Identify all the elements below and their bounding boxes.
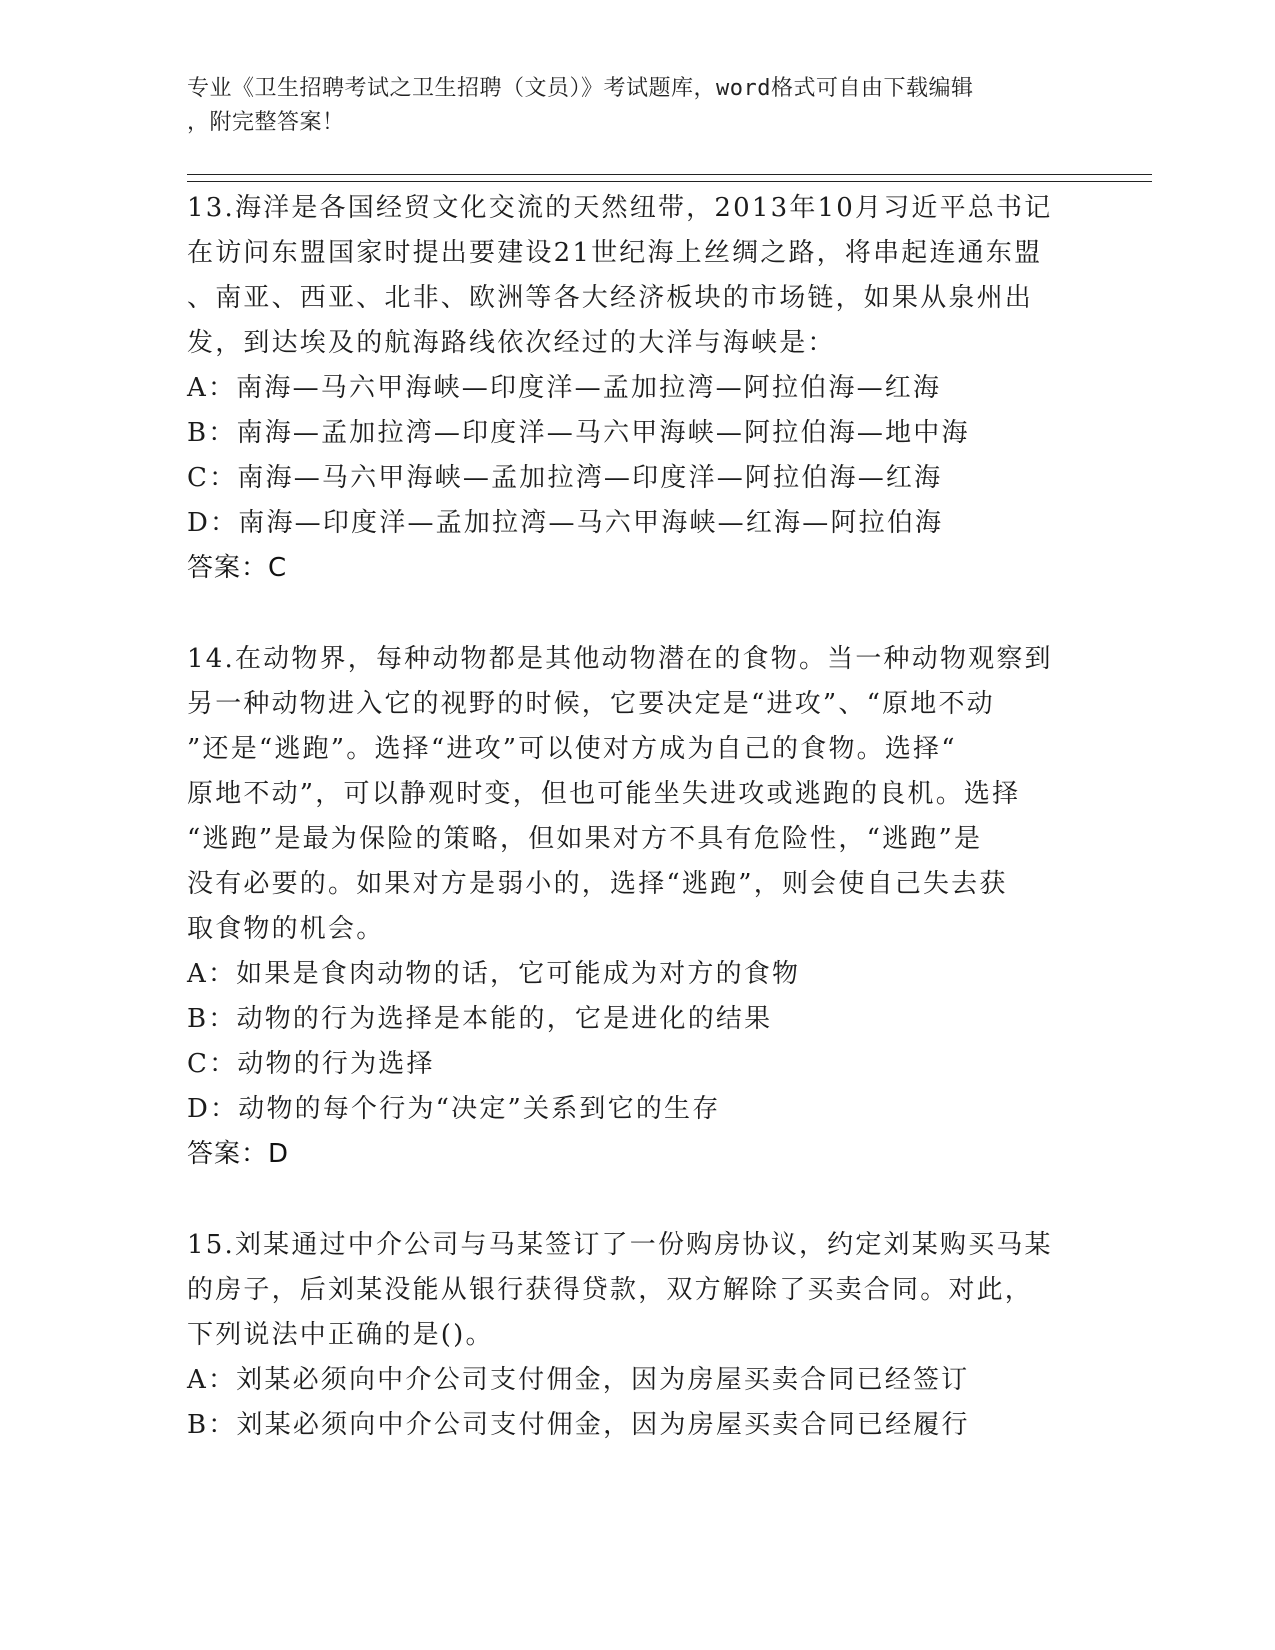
question-text: 14.在动物界，每种动物都是其他动物潜在的食物。当一种动物观察到 另一种动物进入它的视野的时候，它要决定是“进攻”、“原地不动 ”还是“逃跑”。选择“进攻”可以使对方成为自己的食物。选择“ 原地不动”，可以静观时变，但也可能坐失进攻或逃跑的良机。选择 “逃跑”是最为保险的策略，但如果对方不具有危险性，“逃跑”是 没有必要的。如果对方是弱小的，选择“逃跑”，则会使自己失去获 取食物的机会。 bbox=[187, 644, 1053, 944]
option-c: C：动物的行为选择 bbox=[187, 1049, 435, 1079]
option-a: A：南海—马六甲海峡—印度洋—孟加拉湾—阿拉伯海—红海 bbox=[187, 373, 942, 403]
question-14 bbox=[187, 637, 1087, 1177]
page-header bbox=[187, 72, 1067, 140]
option-b: B：动物的行为选择是本能的，它是进化的结果 bbox=[187, 1004, 773, 1034]
header-rule-bottom bbox=[187, 181, 1152, 182]
header-line-1: 专业《卫生招聘考试之卫生招聘（文员）》考试题库，word格式可自由下载编辑 bbox=[187, 76, 974, 101]
option-d: D：动物的每个行为“决定”关系到它的生存 bbox=[187, 1094, 721, 1124]
option-b: B：刘某必须向中介公司支付佣金，因为房屋买卖合同已经履行 bbox=[187, 1410, 970, 1440]
question-list bbox=[187, 186, 1087, 1448]
question-gap bbox=[187, 1177, 1087, 1223]
question-text: 13.海洋是各国经贸文化交流的天然纽带，2013年10月习近平总书记 在访问东盟国家时提出要建设21世纪海上丝绸之路，将串起连通东盟 、南亚、西亚、北非、欧洲等各大经济板块的市场链，如果从泉州出 发，到达埃及的航海路线依次经过的大洋与海峡是： bbox=[187, 193, 1053, 358]
header-rule-top bbox=[187, 174, 1152, 175]
question-text: 15.刘某通过中介公司与马某签订了一份购房协议，约定刘某购买马某 的房子，后刘某没能从银行获得贷款，双方解除了买卖合同。对此， 下列说法中正确的是()。 bbox=[187, 1230, 1053, 1350]
question-gap bbox=[187, 591, 1087, 637]
option-c: C：南海—马六甲海峡—孟加拉湾—印度洋—阿拉伯海—红海 bbox=[187, 463, 943, 493]
question-13 bbox=[187, 186, 1087, 591]
option-a: A：如果是食肉动物的话，它可能成为对方的食物 bbox=[187, 959, 801, 989]
answer-label: 答案：D bbox=[187, 1139, 290, 1169]
option-d: D：南海—印度洋—孟加拉湾—马六甲海峡—红海—阿拉伯海 bbox=[187, 508, 944, 538]
option-a: A：刘某必须向中介公司支付佣金，因为房屋买卖合同已经签订 bbox=[187, 1365, 970, 1395]
answer-label: 答案：C bbox=[187, 553, 288, 583]
question-15 bbox=[187, 1223, 1087, 1448]
option-b: B：南海—孟加拉湾—印度洋—马六甲海峡—阿拉伯海—地中海 bbox=[187, 418, 970, 448]
header-line-2: ，附完整答案！ bbox=[187, 110, 345, 135]
